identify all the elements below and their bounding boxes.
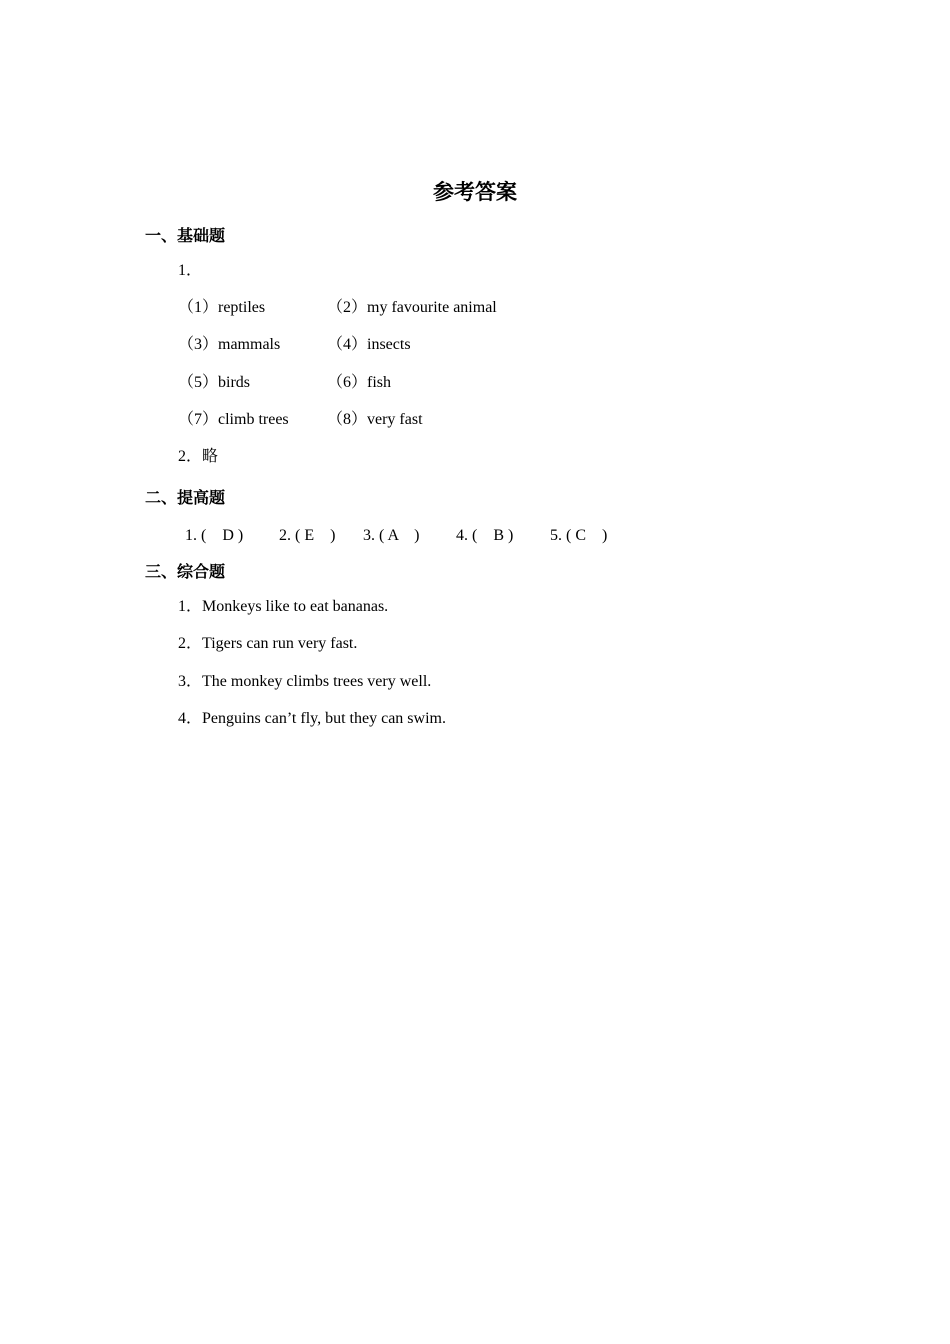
answer-item-3: （3）mammals xyxy=(178,336,281,353)
choice-answer-2: 2. ( E ) xyxy=(279,527,336,544)
page-title: 参考答案 xyxy=(433,180,517,204)
choice-answer-4: 4. ( B ) xyxy=(456,527,514,544)
choice-answer-1: 1. ( D ) xyxy=(185,527,244,544)
answer-item-2: （2）my favourite animal xyxy=(327,299,497,316)
answer-item-5: （5）birds xyxy=(178,374,251,391)
answer-item-8: （8）very fast xyxy=(327,411,423,428)
question-1-label: 1． xyxy=(178,262,203,279)
choice-answer-5: 5. ( C ) xyxy=(550,527,608,544)
section-heading-basic: 一、基础题 xyxy=(145,226,226,245)
sentence-answer-4: 4．Penguins can’t fly, but they can swim. xyxy=(178,710,446,727)
sentence-answer-1: 1．Monkeys like to eat bananas. xyxy=(178,598,389,615)
answer-item-7: （7）climb trees xyxy=(178,411,289,428)
question-2-answer: 2．略 xyxy=(178,448,219,465)
choice-answer-3: 3. ( A ) xyxy=(363,527,420,544)
answer-item-4: （4）insects xyxy=(327,336,411,353)
sentence-answer-3: 3．The monkey climbs trees very well. xyxy=(178,673,432,690)
section-heading-advanced: 二、提高题 xyxy=(145,488,226,507)
answer-item-6: （6）fish xyxy=(327,374,392,391)
sentence-answer-2: 2．Tigers can run very fast. xyxy=(178,635,358,652)
section-heading-comprehensive: 三、综合题 xyxy=(145,562,226,581)
answer-item-1: （1）reptiles xyxy=(178,299,266,316)
